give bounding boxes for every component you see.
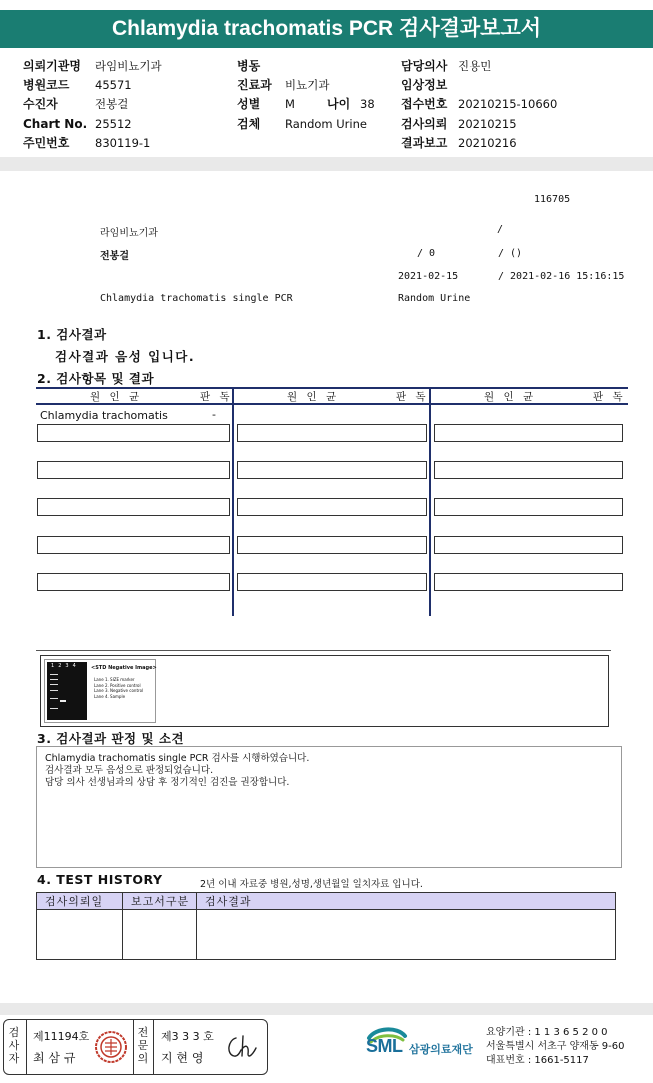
grid-cell	[237, 573, 427, 591]
info-date-request: 2021-02-15	[398, 271, 459, 282]
gel-lane-labels: 1234	[51, 663, 80, 669]
header-field-sex-age: 성별 M 나이 38	[237, 97, 375, 112]
section4-note: 2년 이내 자료중 병원,성명,생년월일 일치자료 입니다.	[200, 879, 423, 890]
history-cell	[123, 910, 197, 960]
history-col-report-type: 보고서구분	[123, 893, 197, 910]
section4-title: 4. TEST HISTORY	[37, 872, 163, 887]
section1-result: 검사결과 음성 입니다.	[55, 349, 196, 364]
opinion-text: Chlamydia trachomatis single PCR 검사를 시행하였습니다. 검사결과 모두 음성으로 판정되었습니다. 담당 의사 선생님과의 상담 후 정기적인 검진을 권장합니다.	[45, 753, 310, 788]
col-header-judgement-1: 판 독	[200, 391, 233, 403]
sig-divider	[153, 1019, 154, 1075]
grid-cell	[237, 461, 427, 479]
section1-title: 1. 검사결과	[37, 327, 107, 342]
examiner-label: 검사자	[8, 1026, 20, 1065]
grid-cell	[37, 573, 230, 591]
grid-cell	[237, 424, 427, 442]
grid-cell	[37, 498, 230, 516]
header-field-ward: 병동	[237, 59, 261, 73]
org-phone: 대표번호 : 1661-5117	[486, 1055, 589, 1066]
gel-legend: Lane 1. SIZE marker Lane 2. Positive control Lane 3. Negative control Lane 4. Sample	[94, 677, 144, 699]
info-slash: /	[497, 224, 504, 235]
grid-cell	[237, 498, 427, 516]
history-col-result: 검사결과	[197, 893, 616, 910]
gel-band	[50, 684, 58, 685]
header-field-report-date: 결과보고 20210216	[401, 135, 517, 150]
grid-divider-2	[429, 387, 431, 616]
header-field-institution: 의뢰기관명 라임비뇨기과	[23, 59, 162, 73]
history-col-request-date: 검사의뢰일	[37, 893, 123, 910]
header-field-department: 진료과 비뇨기과	[237, 78, 330, 93]
specialist-label: 전문의	[137, 1026, 149, 1065]
gel-title: <STD Negative Image>	[91, 665, 157, 671]
history-cell	[37, 910, 123, 960]
info-clinic: 라임비뇨기과	[100, 228, 158, 239]
info-slash-paren: / ()	[498, 248, 523, 259]
gel-band	[50, 679, 58, 680]
col-header-pathogen-2: 원 인 균	[287, 391, 340, 403]
history-table	[36, 892, 616, 960]
gel-band	[50, 698, 58, 699]
info-code: 116705	[534, 194, 571, 205]
header-separator	[0, 157, 653, 171]
gel-band	[50, 708, 58, 709]
sig-divider	[133, 1019, 134, 1075]
gel-image	[44, 659, 156, 723]
org-name: 삼광의료재단	[409, 1043, 473, 1056]
specialist-name: 지 현 영	[161, 1051, 204, 1065]
history-cell	[197, 910, 616, 960]
examiner-seal	[94, 1030, 128, 1064]
info-patient: 전봉걸	[100, 251, 129, 262]
section2-title: 2. 검사항목 및 결과	[37, 371, 155, 386]
grid-cell	[37, 536, 230, 554]
row-pathogen-name: Chlamydia trachomatis	[40, 409, 168, 422]
sig-divider	[26, 1019, 27, 1075]
grid-cell	[434, 536, 623, 554]
org-code: 요양기관 : 1 1 3 6 5 2 0 0	[486, 1027, 608, 1038]
col-header-judgement-2: 판 독	[396, 391, 429, 403]
header-left	[23, 57, 162, 153]
info-date-report: / 2021-02-16 15:16:15	[498, 271, 625, 282]
info-slash-zero: / 0	[417, 248, 436, 259]
grid-cell	[434, 498, 623, 516]
header-mid	[237, 57, 375, 134]
specialist-signature	[224, 1032, 260, 1062]
grid-cell	[37, 424, 230, 442]
gel-band	[50, 690, 58, 691]
gel-band	[60, 700, 66, 702]
header-field-doctor: 담당의사 진용민	[401, 59, 492, 73]
col-header-pathogen-3: 원 인 균	[484, 391, 537, 403]
header-field-hospital-code: 병원코드 45571	[23, 78, 132, 93]
header-field-specimen: 검체 Random Urine	[237, 116, 367, 131]
row-pathogen-result: -	[212, 408, 216, 421]
gel-band	[50, 674, 58, 675]
grid-cell	[434, 461, 623, 479]
col-header-pathogen-1: 원 인 균	[90, 391, 143, 403]
grid-cell	[434, 573, 623, 591]
header-right	[401, 57, 557, 153]
org-info	[486, 1026, 625, 1068]
gel-top-rule	[36, 650, 611, 651]
org-brand: SML	[366, 1036, 403, 1056]
header-field-resident-no: 주민번호 830119-1	[23, 135, 151, 150]
header-field-patient: 수진자 전봉걸	[23, 97, 129, 112]
examiner-number: 제11194호	[33, 1030, 90, 1043]
grid-cell	[434, 424, 623, 442]
header-field-receipt-no: 접수번호 20210215-10660	[401, 97, 558, 112]
col-header-judgement-3: 판 독	[593, 391, 626, 403]
grid-cell	[37, 461, 230, 479]
grid-cell	[237, 536, 427, 554]
examiner-name: 최 삼 규	[33, 1051, 76, 1065]
specialist-number: 제3 3 3 호	[161, 1030, 214, 1043]
section3-title: 3. 검사결과 판정 및 소견	[37, 731, 185, 746]
info-test-name: Chlamydia trachomatis single PCR	[100, 293, 293, 304]
header-field-chart-no: Chart No. 25512	[23, 116, 132, 131]
info-specimen: Random Urine	[398, 293, 471, 304]
gel-lanes	[47, 662, 87, 720]
org-address: 서울특별시 서초구 양재동 9-60	[486, 1041, 625, 1052]
header-field-request-date: 검사의뢰 20210215	[401, 116, 517, 131]
header-field-clinical-info: 임상정보	[401, 78, 448, 93]
grid-divider-1	[232, 387, 234, 616]
footer-separator	[0, 1003, 653, 1015]
report-title: Chlamydia trachomatis PCR 검사결과보고서	[0, 10, 653, 48]
